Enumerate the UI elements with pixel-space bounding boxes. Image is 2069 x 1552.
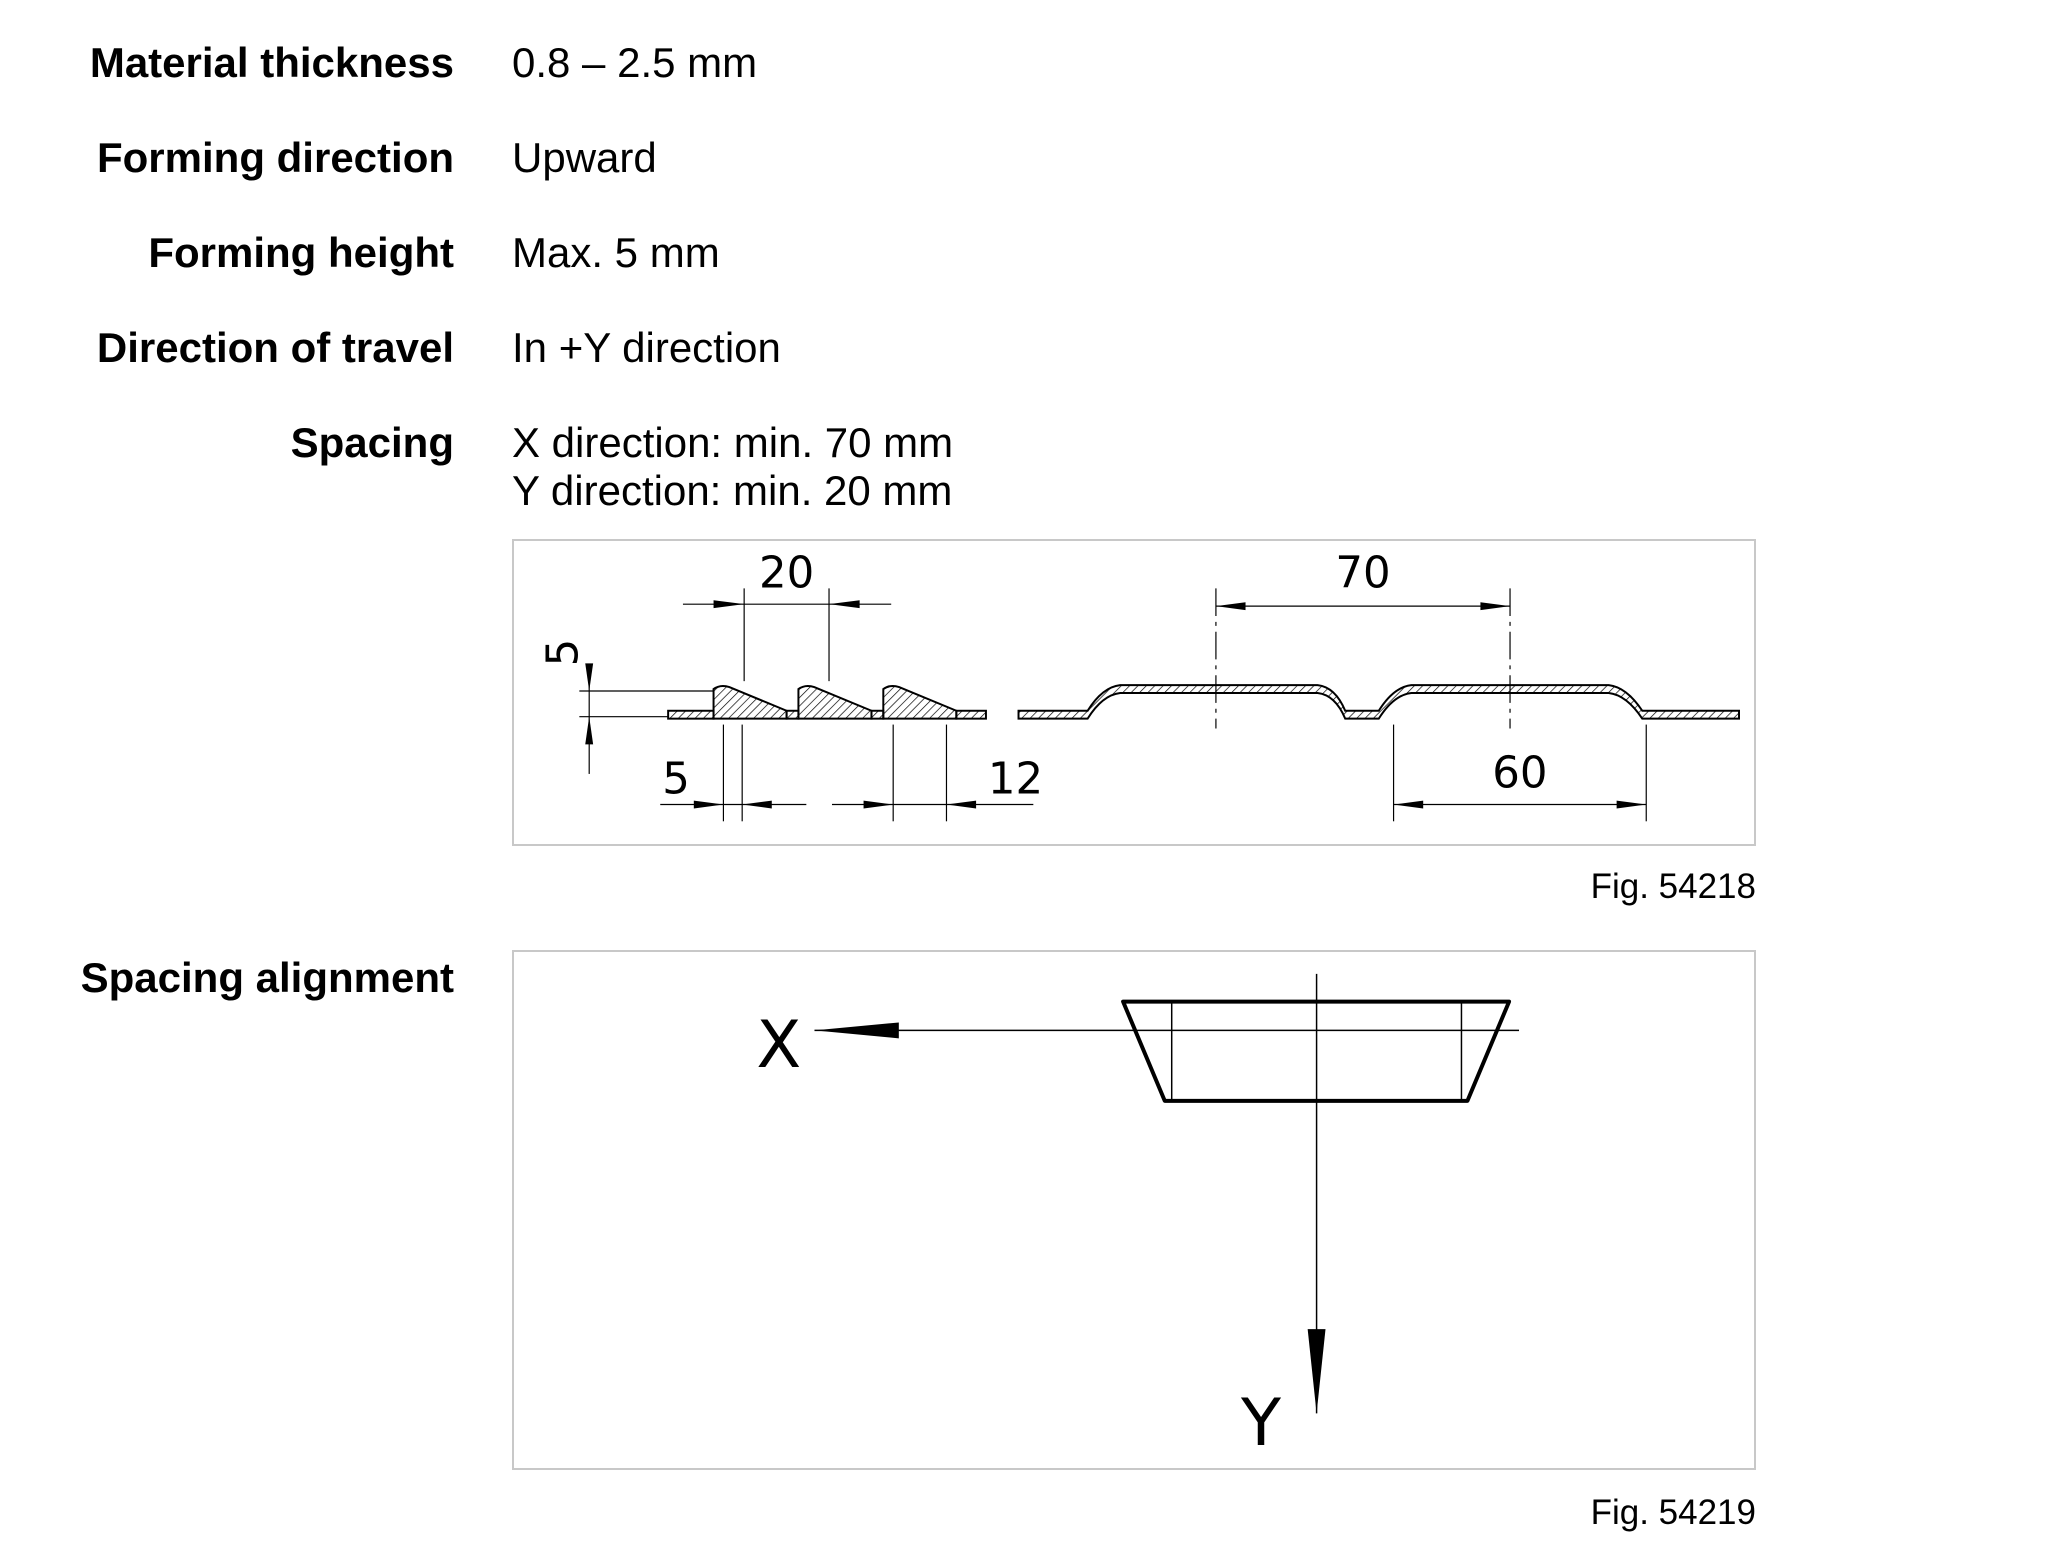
y-axis-label: Y	[1241, 1385, 1282, 1462]
dim-12-label: 12	[987, 754, 1044, 805]
bead-dimension-lines	[1216, 588, 1646, 821]
louvre-profile	[668, 686, 986, 719]
dim-20-label: 20	[758, 548, 815, 599]
figure-forming-profile	[512, 539, 1756, 846]
forming-height-value: Max. 5 mm	[512, 229, 720, 276]
spacing-x-value: X direction: min. 70 mm	[512, 419, 954, 466]
dim-70-label: 70	[1335, 548, 1391, 599]
spacing-label: Spacing	[290, 419, 454, 466]
dim-5-vertical-label: 5	[538, 638, 589, 667]
material-thickness-value: 0.8 – 2.5 mm	[512, 39, 758, 86]
direction-of-travel-label: Direction of travel	[96, 324, 454, 371]
spacing-alignment-drawing	[514, 952, 1754, 1468]
material-thickness-label: Material thickness	[89, 39, 454, 86]
figure-spacing-alignment	[512, 950, 1756, 1470]
bead-dimension-arrows	[1216, 602, 1646, 808]
direction-of-travel-value: In +Y direction	[512, 324, 781, 371]
forming-profile-drawing	[514, 541, 1754, 844]
dim-60-label: 60	[1492, 748, 1548, 799]
figure-54218-caption: Fig. 54218	[1590, 867, 1756, 906]
forming-direction-label: Forming direction	[97, 134, 454, 181]
spacing-alignment-label: Spacing alignment	[80, 954, 454, 1001]
dim-5-label: 5	[662, 754, 690, 805]
forming-direction-value: Upward	[512, 134, 657, 181]
figure-54219-caption: Fig. 54219	[1590, 1493, 1756, 1532]
y-axis-arrow	[1308, 974, 1326, 1414]
bead-profile	[1019, 685, 1739, 719]
spacing-y-value: Y direction: min. 20 mm	[512, 467, 953, 514]
x-axis-label: X	[756, 1007, 802, 1084]
x-axis-arrow	[814, 1022, 1519, 1038]
forming-height-label: Forming height	[148, 229, 454, 276]
